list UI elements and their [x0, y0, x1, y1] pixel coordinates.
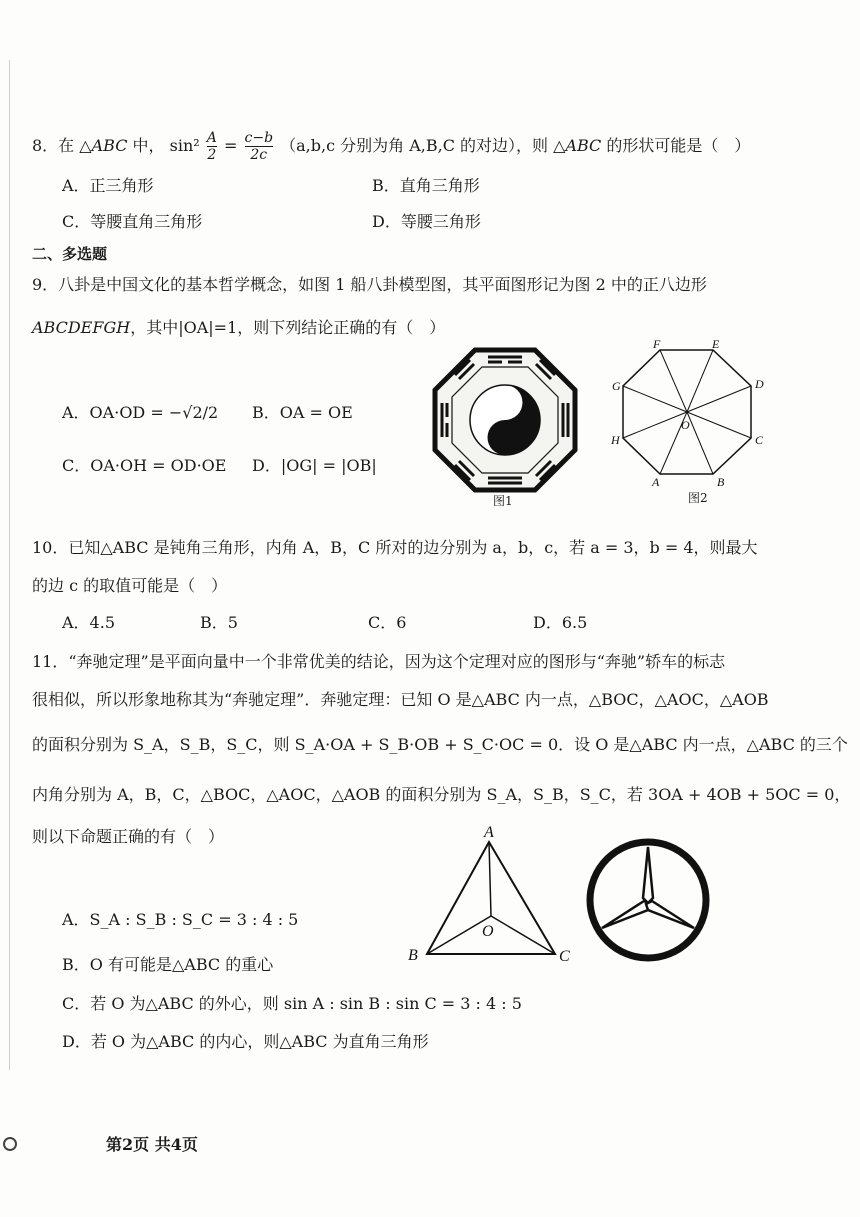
tri-label-c: C — [559, 948, 570, 965]
vertex-label-c: C — [755, 433, 764, 447]
vertex-label-a: A — [652, 475, 660, 488]
q8-triangle-2: △ABC — [553, 136, 602, 155]
q11-line4: 内角分别为 A，B，C，△BOC，△AOC，△AOB 的面积分别为 S_A，S_B，S_C，若 3OA + 4OB + 5OC = 0， — [32, 785, 851, 804]
q9-stem-line2 — [32, 318, 445, 338]
q8-end: 的形状可能是（ ） — [606, 136, 751, 155]
mercedes-logo-icon — [583, 835, 713, 965]
q9-octagon-name: ABCDEFGH — [32, 318, 131, 337]
q8-option-b: B．直角三角形 — [372, 176, 480, 195]
vertex-label-d: D — [755, 377, 764, 391]
q8-triangle: △ABC — [79, 136, 128, 155]
vertex-label-b: B — [717, 475, 725, 488]
fig2-caption: 图2 — [688, 491, 708, 505]
margin-rule — [9, 60, 10, 1070]
octagon-figure — [608, 338, 778, 488]
section-title: 二、多选题 — [32, 245, 108, 263]
q8-mid: 中， — [132, 136, 165, 155]
q10-line1: 10．已知△ABC 是钝角三角形，内角 A，B，C 所对的边分别为 a，b，c，若 a = 3，b = 4，则最大 — [32, 538, 758, 557]
vertex-label-o: O — [681, 418, 690, 432]
q10-option-c: C．6 — [368, 613, 407, 632]
q11-option-d: D．若 O 为△ABC 的内心，则△ABC 为直角三角形 — [62, 1032, 429, 1051]
q9-option-b: B．OA = OE — [252, 403, 353, 422]
q9-stem-line1: 9．八卦是中国文化的基本哲学概念，如图 1 船八卦模型图，其平面图形记为图 2 中的正八边形 — [32, 275, 707, 294]
q9-option-c: C．OA·OH = OD·OE — [62, 456, 227, 475]
q8-sin: sin² — [169, 136, 200, 155]
fig1-caption: 图1 — [493, 494, 513, 508]
q8-option-d: D．等腰三角形 — [372, 212, 481, 231]
yinyang-dot-light — [501, 399, 509, 407]
q9-stem-rest: ，其中|OA|=1，则下列结论正确的有（ ） — [130, 318, 446, 337]
q8-frac-b — [245, 130, 274, 163]
tri-label-a: A — [484, 824, 494, 841]
vertex-label-e: E — [712, 338, 720, 351]
benz-triangle-figure — [405, 820, 580, 970]
vertex-label-g: G — [612, 379, 621, 393]
q8-equals: = — [224, 136, 238, 155]
yinyang-dot-dark — [501, 434, 509, 442]
vertex-label-h: H — [611, 433, 620, 447]
bagua-figure — [430, 345, 580, 495]
q8-option-c: C．等腰直角三角形 — [62, 212, 203, 231]
binding-hole-icon — [3, 1137, 17, 1151]
q8-frac-a-den: 2 — [207, 147, 217, 163]
q11-line3: 的面积分别为 S_A，S_B，S_C，则 S_A·OA + S_B·OB + S_C·OC = 0．设 O 是△ABC 内一点，△ABC 的三个 — [32, 735, 848, 754]
q9-option-d: D．|OG| = |OB| — [252, 456, 377, 475]
page-footer: 第2页 共4页 — [106, 1135, 198, 1154]
q9-option-a: A．OA·OD = −√2/2 — [62, 403, 219, 422]
q8-frac-b-num: c−b — [244, 130, 274, 146]
q11-option-b: B．O 有可能是△ABC 的重心 — [62, 955, 274, 974]
q10-option-d: D．6.5 — [533, 613, 588, 632]
q8-prefix: 8．在 — [32, 136, 75, 155]
q8-frac-a — [207, 130, 217, 163]
q8-frac-b-den: 2c — [250, 147, 268, 163]
q10-line2: 的边 c 的取值可能是（ ） — [32, 576, 228, 595]
vertex-label-f: F — [653, 338, 661, 351]
q8-option-a: A．正三角形 — [62, 176, 154, 195]
q11-option-c: C．若 O 为△ABC 的外心，则 sin A : sin B : sin C = 3 : 4 : 5 — [62, 994, 522, 1013]
q10-option-a: A．4.5 — [62, 613, 116, 632]
q11-line2: 很相似，所以形象地称其为“奔驰定理”．奔驰定理：已知 O 是△ABC 内一点，△BOC，△AOC，△AOB — [32, 690, 769, 709]
q11-line1: 11．“奔驰定理”是平面向量中一个非常优美的结论，因为这个定理对应的图形与“奔驰”轿车的标志 — [32, 652, 726, 671]
q8-paren: （a,b,c 分别为角 A,B,C 的对边），则 — [280, 136, 549, 155]
tri-label-o: O — [482, 923, 494, 940]
q10-option-b: B．5 — [200, 613, 238, 632]
q11-line5: 则以下命题正确的有（ ） — [32, 827, 225, 846]
tri-label-b: B — [408, 947, 418, 964]
q8-stem — [32, 130, 750, 163]
q8-frac-a-num: A — [206, 130, 217, 146]
q11-option-a: A．S_A : S_B : S_C = 3 : 4 : 5 — [62, 910, 299, 929]
